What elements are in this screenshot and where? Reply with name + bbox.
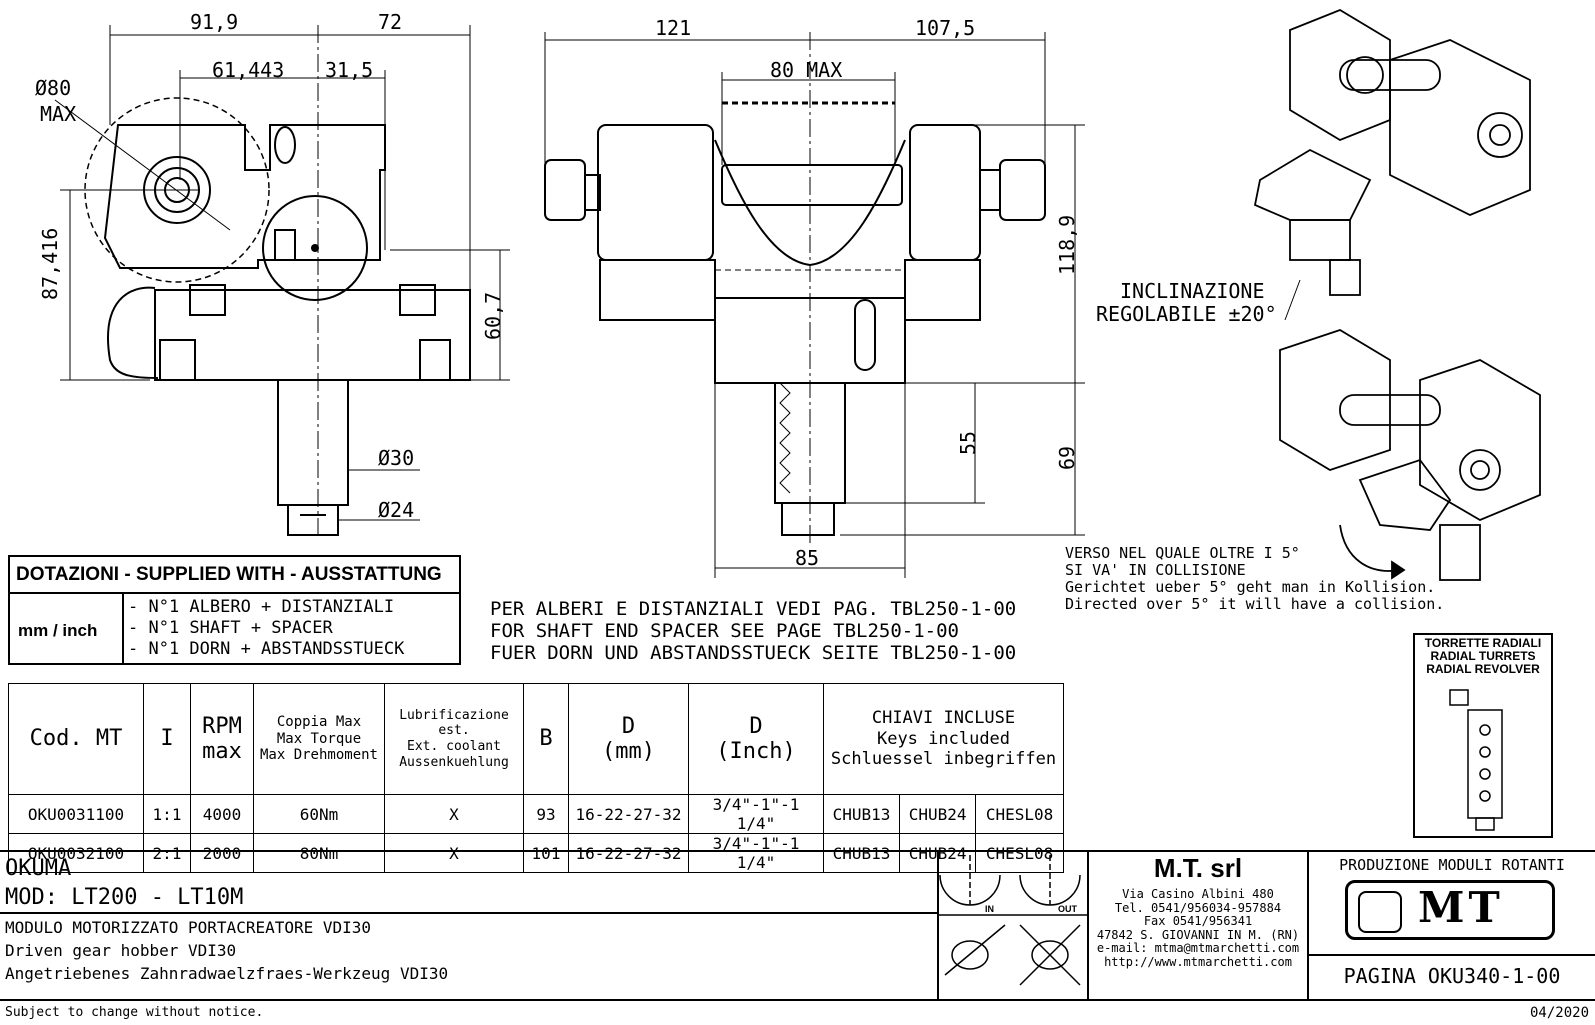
gear-icon bbox=[1358, 891, 1402, 933]
header-ratio: I bbox=[144, 684, 191, 795]
cell-rpm: 2000 bbox=[191, 834, 254, 873]
cell-b: 93 bbox=[524, 795, 569, 834]
production-label: PRODUZIONE MODULI ROTANTI bbox=[1339, 856, 1565, 874]
inclination-label-2: REGOLABILE ±20° bbox=[1096, 302, 1277, 326]
table-header-row bbox=[9, 684, 1064, 795]
cell-ratio: 1:1 bbox=[144, 795, 191, 834]
header-rpm: RPM max bbox=[191, 684, 254, 795]
description-de: Angetriebenes Zahnradwaelzfraes-Werkzeug VDI30 bbox=[5, 964, 449, 983]
dim-dia-30: Ø30 bbox=[378, 446, 415, 470]
mt-logo bbox=[1345, 880, 1555, 940]
dim-60-7: 60,7 bbox=[481, 291, 505, 340]
dim-91-9: 91,9 bbox=[190, 10, 239, 34]
supplied-items: - N°1 ALBERO + DISTANZIALI - N°1 SHAFT + SPACER - N°1 DORN + ABSTANDSSTUECK bbox=[128, 597, 405, 659]
header-keys: CHIAVI INCLUSE Keys included Schluessel inbegriffen bbox=[824, 684, 1064, 795]
cell-torque: 80Nm bbox=[254, 834, 385, 873]
dim-dia-24: Ø24 bbox=[378, 498, 415, 522]
description-en: Driven gear hobber VDI30 bbox=[5, 941, 237, 960]
cell-d-inch: 3/4"-1"-1 1/4" bbox=[689, 834, 824, 873]
left-view bbox=[55, 25, 510, 540]
dim-85: 85 bbox=[795, 546, 820, 570]
cell-key-1: CHUB13 bbox=[824, 834, 900, 873]
dim-55: 55 bbox=[956, 430, 980, 455]
supplied-with-box bbox=[8, 555, 461, 665]
turret-labels: TORRETTE RADIALI RADIAL TURRETS RADIAL REVOLVER bbox=[1424, 636, 1542, 676]
table-row bbox=[9, 795, 1064, 834]
dim-31-5: 31,5 bbox=[325, 58, 374, 82]
logo-text: MT bbox=[1418, 883, 1504, 932]
revision-date: 04/2020 bbox=[1530, 1005, 1590, 1021]
cell-rpm: 4000 bbox=[191, 795, 254, 834]
units-label: mm / inch bbox=[18, 621, 98, 640]
dim-72: 72 bbox=[378, 10, 403, 34]
shaft-reference-note: PER ALBERI E DISTANZIALI VEDI PAG. TBL250-1-00 FOR SHAFT END SPACER SEE PAGE TBL250-1-00 FUER DORN UND ABSTANDSSTUECK SEITE TBL250-1-00 bbox=[490, 598, 1017, 664]
dim-121: 121 bbox=[655, 16, 692, 40]
radial-turret-box bbox=[1413, 633, 1553, 838]
header-d-mm: D (mm) bbox=[569, 684, 689, 795]
dim-118-9: 118,9 bbox=[1055, 214, 1079, 275]
cell-code: OKU0031100 bbox=[9, 795, 144, 834]
dim-61-443: 61,443 bbox=[212, 58, 285, 82]
iso-view-top bbox=[1255, 10, 1530, 295]
company-address: Via Casino Albini 480 Tel. 0541/956034-957884 Fax 0541/956341 47842 S. GIOVANNI IN M. (RN) e-mail: mtma@mtmarchetti.com http://www.mtmarchetti.com bbox=[1096, 887, 1300, 969]
supplied-title: DOTAZIONI - SUPPLIED WITH - AUSSTATTUNG bbox=[16, 564, 442, 585]
header-lubrication: Lubrificazione est. Ext. coolant Aussenkuehlung bbox=[385, 684, 524, 795]
cell-torque: 60Nm bbox=[254, 795, 385, 834]
dim-69: 69 bbox=[1055, 445, 1079, 470]
cell-d-mm: 16-22-27-32 bbox=[569, 834, 689, 873]
header-torque: Coppia Max Max Torque Max Drehmoment bbox=[254, 684, 385, 795]
rotation-in-label: IN bbox=[985, 904, 994, 914]
company-name: M.T. srl bbox=[1153, 853, 1243, 883]
cell-key-3: CHESL08 bbox=[976, 834, 1064, 873]
cell-key-2: CHUB24 bbox=[900, 795, 976, 834]
iso-view-bottom bbox=[1280, 330, 1540, 580]
cell-key-3: CHESL08 bbox=[976, 795, 1064, 834]
dim-87-416: 87,416 bbox=[38, 227, 62, 300]
rotation-symbols bbox=[938, 855, 1088, 985]
spec-table bbox=[8, 683, 1064, 873]
cell-d-inch: 3/4"-1"-1 1/4" bbox=[689, 795, 824, 834]
dim-80-max: 80 MAX bbox=[770, 58, 843, 82]
page-number: PAGINA OKU340-1-00 bbox=[1343, 964, 1561, 988]
collision-note: VERSO NEL QUALE OLTRE I 5° SI VA' IN COLLISIONE Gerichtet ueber 5° geht man in Kollision. Directed over 5° it will have a collision. bbox=[1065, 544, 1445, 613]
center-view bbox=[545, 32, 1085, 578]
cell-key-2: CHUB24 bbox=[900, 834, 976, 873]
table-row bbox=[9, 834, 1064, 873]
rotation-out-label: OUT bbox=[1058, 904, 1077, 914]
cell-lubrication: X bbox=[385, 795, 524, 834]
cell-lubrication: X bbox=[385, 834, 524, 873]
header-cod: Cod. MT bbox=[9, 684, 144, 795]
header-d-inch: D (Inch) bbox=[689, 684, 824, 795]
header-b: B bbox=[524, 684, 569, 795]
inclination-label-1: INCLINAZIONE bbox=[1120, 279, 1265, 303]
cell-b: 101 bbox=[524, 834, 569, 873]
cell-key-1: CHUB13 bbox=[824, 795, 900, 834]
dim-107-5: 107,5 bbox=[915, 16, 976, 40]
dim-dia-80: Ø80 bbox=[35, 76, 72, 100]
brand-label: OKUMA bbox=[5, 856, 72, 881]
model-label: MOD: LT200 - LT10M bbox=[5, 885, 244, 910]
cell-d-mm: 16-22-27-32 bbox=[569, 795, 689, 834]
cell-ratio: 2:1 bbox=[144, 834, 191, 873]
description-it: MODULO MOTORIZZATO PORTACREATORE VDI30 bbox=[5, 918, 372, 937]
cell-code: OKU0032100 bbox=[9, 834, 144, 873]
disclaimer: Subject to change without notice. bbox=[5, 1005, 264, 1020]
dim-max: MAX bbox=[40, 102, 77, 126]
